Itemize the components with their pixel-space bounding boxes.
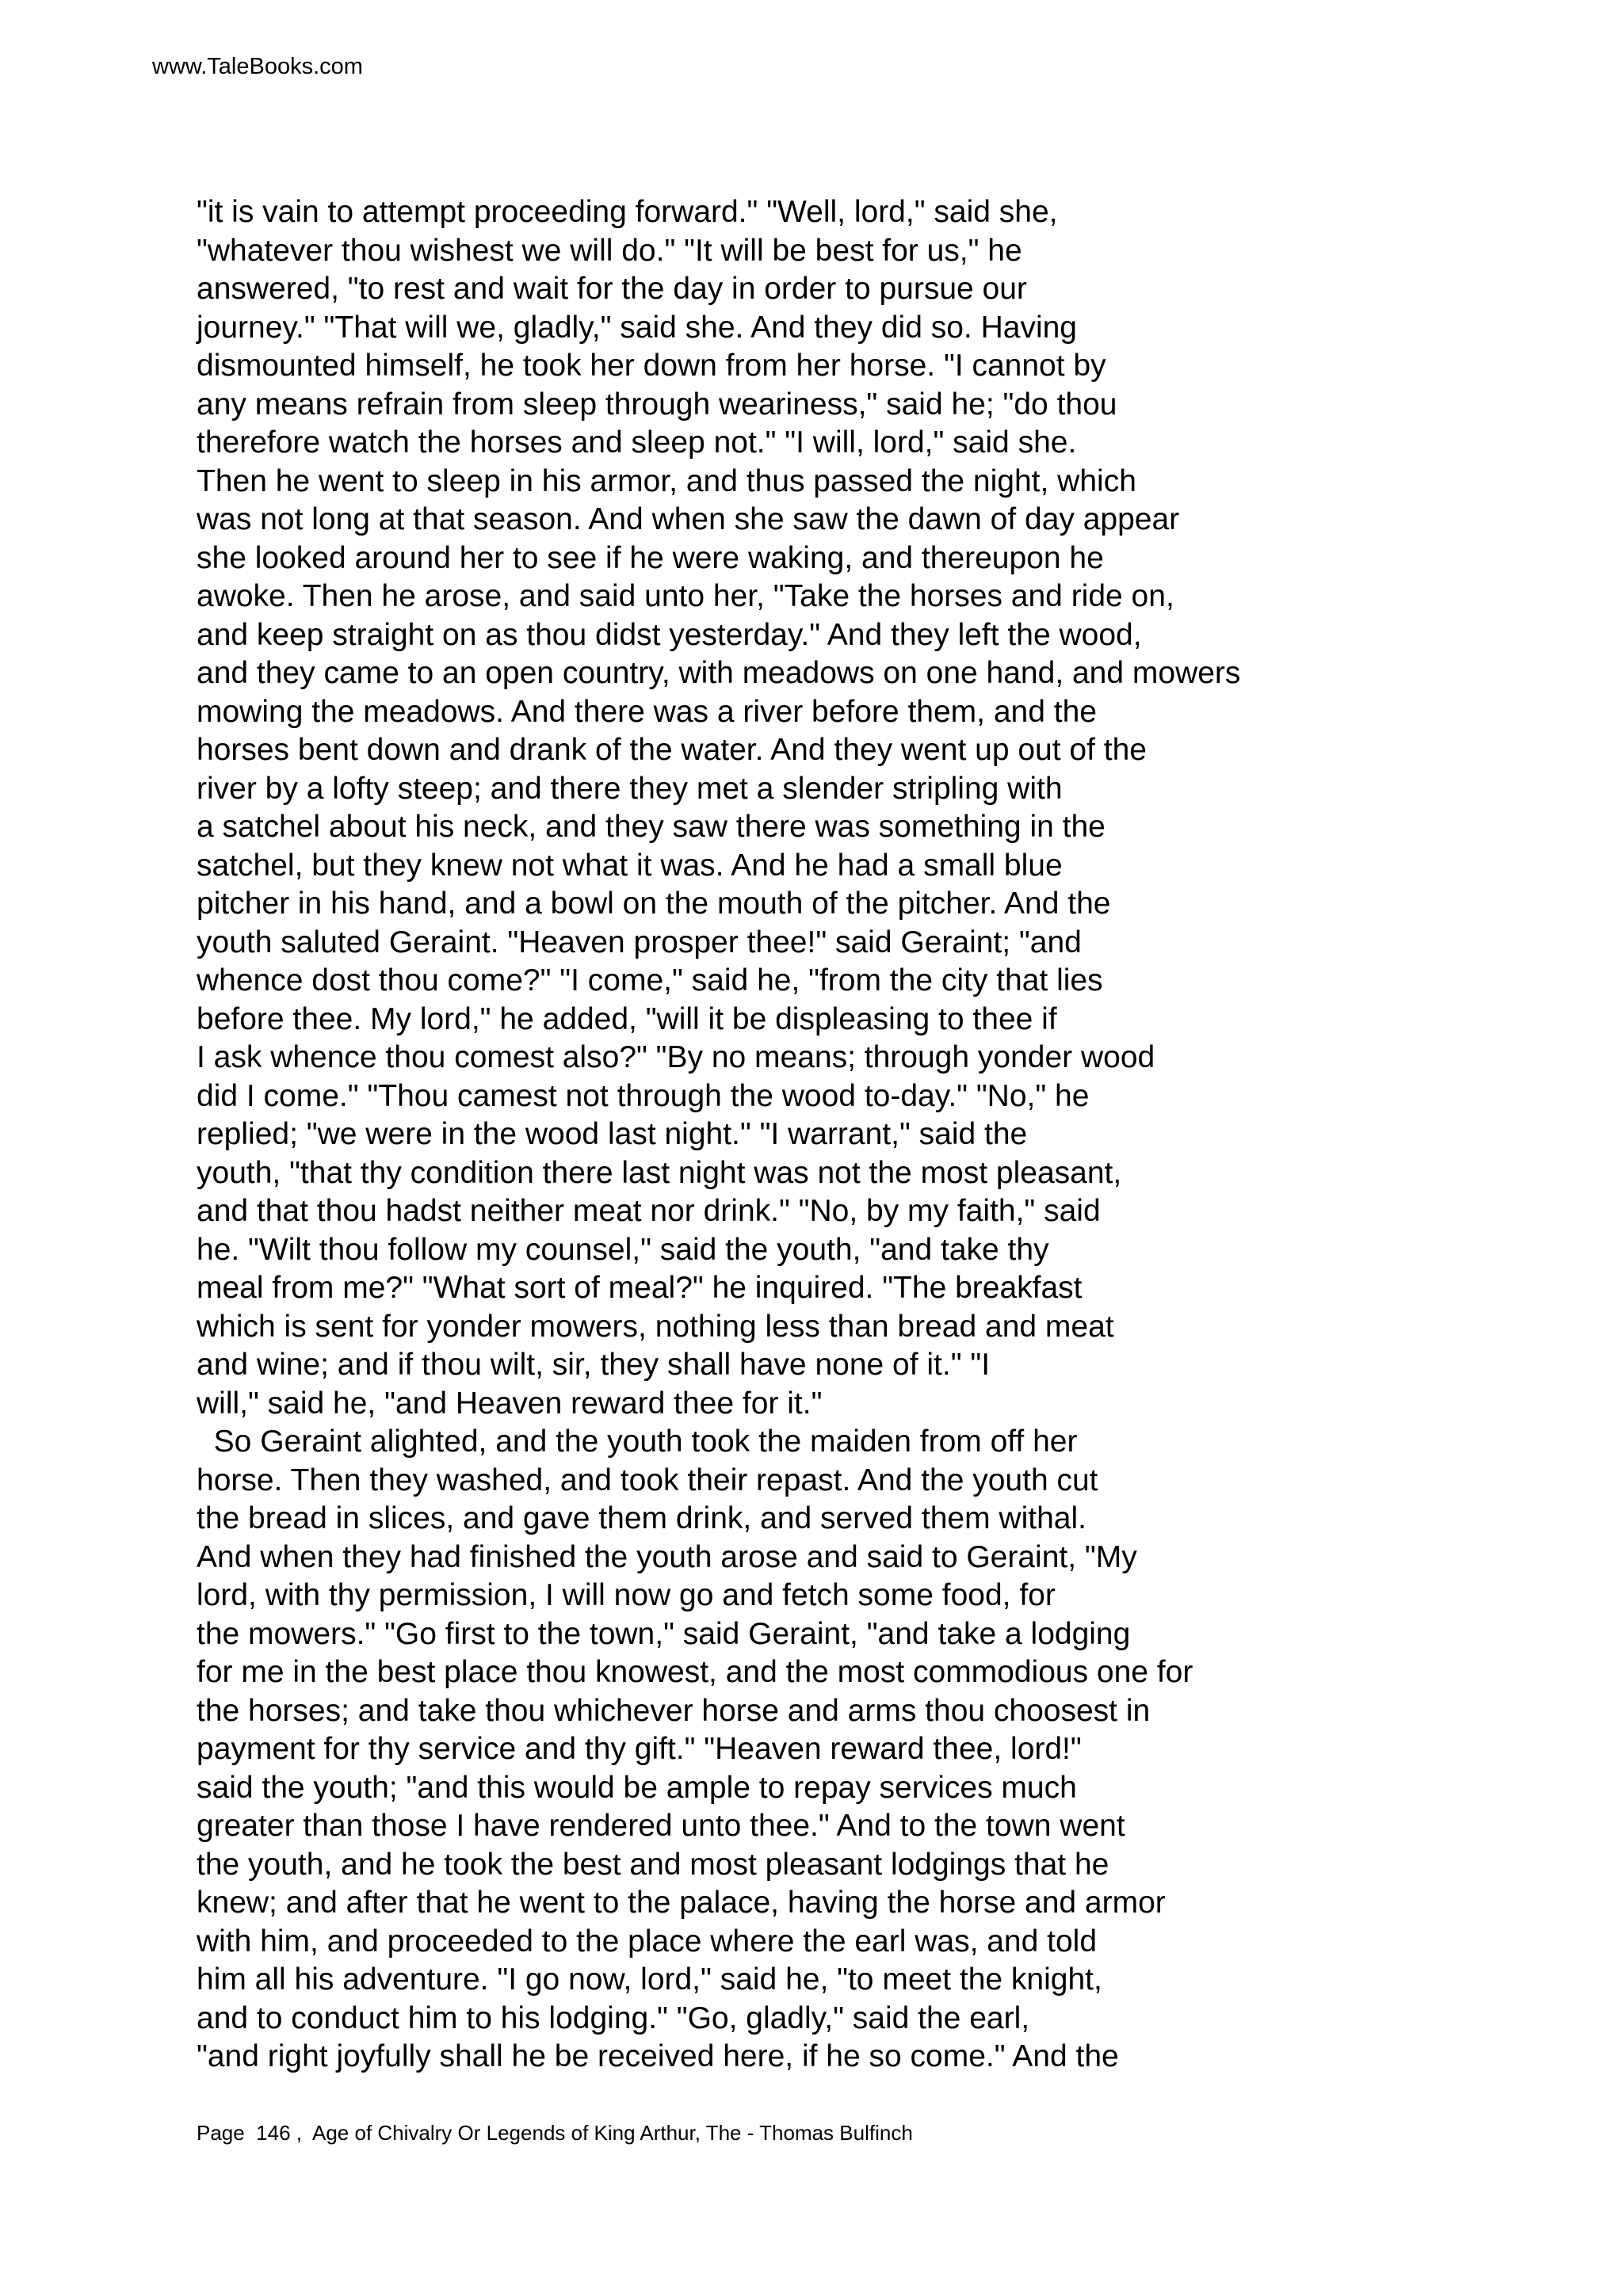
text-line: the mowers." "Go first to the town," said Geraint, "and take a lodging [197,1616,1131,1651]
text-line: knew; and after that he went to the palace, having the horse and armor [197,1886,1166,1920]
text-line: awoke. Then he arose, and said unto her, "Take the horses and ride on, [197,579,1174,613]
text-line: So Geraint alighted, and the youth took the maiden from off her [197,1425,1078,1459]
text-line: horses bent down and drank of the water. And they went up out of the [197,733,1147,767]
text-line: mowing the meadows. And there was a river before them, and the [197,694,1097,729]
text-line: will," said he, "and Heaven reward thee for it." [197,1386,823,1421]
text-line: which is sent for yonder mowers, nothing less than bread and meat [197,1309,1114,1344]
text-line: a satchel about his neck, and they saw there was something in the [197,810,1106,844]
text-line: satchel, but they knew not what it was. And he had a small blue [197,848,1063,883]
text-line: the bread in slices, and gave them drink, and served them withal. [197,1501,1086,1535]
text-line: river by a lofty steep; and there they met a slender stripling with [197,771,1063,806]
text-line: And when they had finished the youth arose and said to Geraint, "My [197,1539,1137,1574]
text-line: and keep straight on as thou didst yesterday." And they left the wood, [197,617,1142,652]
text-line: the horses; and take thou whichever horse and arms thou choosest in [197,1693,1151,1728]
text-line: therefore watch the horses and sleep not." "I will, lord," said she. [197,425,1077,460]
text-line: the youth, and he took the best and most pleasant lodgings that he [197,1847,1109,1882]
site-header: www.TaleBooks.com [152,54,363,79]
text-line: greater than those I have rendered unto thee." And to the town went [197,1809,1125,1843]
text-line: "and right joyfully shall he be received here, if he so come." And the [197,2039,1119,2073]
text-line: with him, and proceeded to the place where the earl was, and told [197,1924,1098,1958]
text-line: I ask whence thou comest also?" "By no means; through yonder wood [197,1040,1155,1074]
page-footer: Page 146 , Age of Chivalry Or Legends of King Arthur, The - Thomas Bulfinch [197,2121,913,2145]
text-line: replied; "we were in the wood last night." "I warrant," said the [197,1117,1028,1151]
text-line: pitcher in his hand, and a bowl on the mouth of the pitcher. And the [197,887,1111,921]
text-line: for me in the best place thou knowest, and the most commodious one for [197,1655,1193,1689]
text-line: and they came to an open country, with meadows on one hand, and mowers [197,656,1241,690]
text-line: payment for thy service and thy gift." "Heaven reward thee, lord!" [197,1732,1082,1766]
text-line: and that thou hadst neither meat nor drink." "No, by my faith," said [197,1194,1101,1228]
text-line: he. "Wilt thou follow my counsel," said the youth, "and take thy [197,1232,1049,1267]
text-line: meal from me?" "What sort of meal?" he inquired. "The breakfast [197,1271,1083,1305]
text-line: "whatever thou wishest we will do." "It will be best for us," he [197,233,1022,268]
text-line: and to conduct him to his lodging." "Go, gladly," said the earl, [197,2000,1030,2035]
text-line: youth, "that thy condition there last night was not the most pleasant, [197,1155,1122,1190]
text-line: she looked around her to see if he were waking, and thereupon he [197,540,1104,575]
text-line: said the youth; "and this would be ample to repay services much [197,1770,1077,1805]
text-line: was not long at that season. And when she saw the dawn of day appear [197,502,1180,536]
text-line: horse. Then they washed, and took their repast. And the youth cut [197,1463,1098,1497]
text-line: any means refrain from sleep through weariness," said he; "do thou [197,387,1117,421]
text-line: journey." "That will we, gladly," said she. And they did so. Having [197,310,1077,345]
text-line: answered, "to rest and wait for the day in order to pursue our [197,272,1027,306]
text-line: whence dost thou come?" "I come," said he, "from the city that lies [197,963,1103,997]
text-line: "it is vain to attempt proceeding forward." "Well, lord," said she, [197,195,1058,229]
text-line: before thee. My lord," he added, "will it be displeasing to thee if [197,1001,1057,1036]
text-line: and wine; and if thou wilt, sir, they shall have none of it." "I [197,1348,991,1382]
text-line: him all his adventure. "I go now, lord," said he, "to meet the knight, [197,1962,1102,1997]
text-line: Then he went to sleep in his armor, and thus passed the night, which [197,463,1136,498]
text-line: youth saluted Geraint. "Heaven prosper thee!" said Geraint; "and [197,925,1082,959]
body-text [197,193,1560,2077]
text-line: did I come." "Thou camest not through the wood to-day." "No," he [197,1078,1090,1113]
text-line: dismounted himself, he took her down from her horse. "I cannot by [197,349,1106,383]
text-line: lord, with thy permission, I will now go and fetch some food, for [197,1578,1056,1612]
